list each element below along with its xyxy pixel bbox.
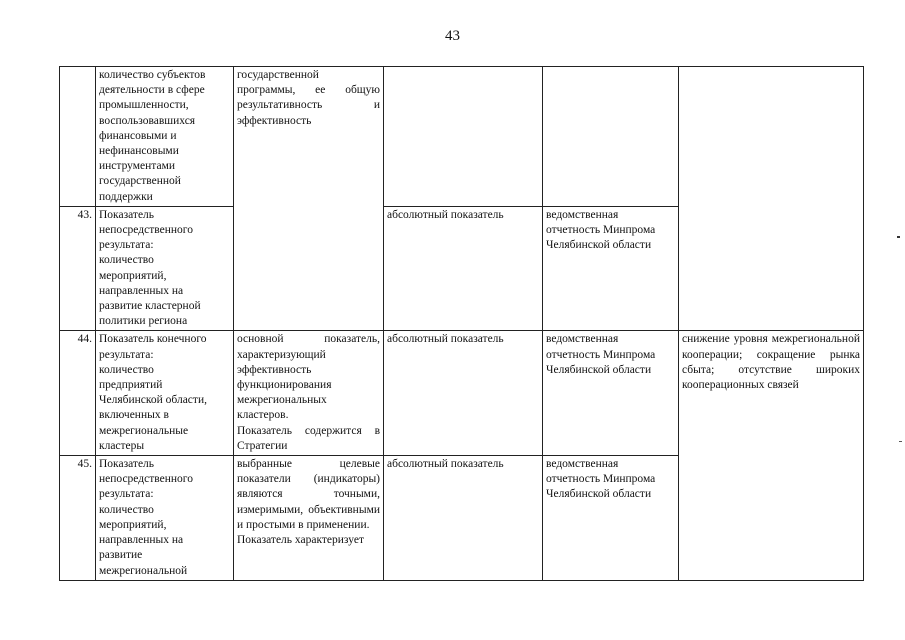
indicator-type bbox=[384, 67, 543, 207]
indicator-justification: выбранные целевые показатели (индикаторы) являются точными, измеримыми, объективными и простыми в применении. Показатель характеризует bbox=[234, 456, 384, 581]
indicator-justification: основной показатель, характеризующий эффективность функционирования межрегиональных кластеров. Показатель содержится в Стратегии bbox=[234, 331, 384, 456]
row-number: 43. bbox=[60, 206, 96, 331]
indicator-name: Показатель непосредственного результата: количество мероприятий, направленных на развитие межрегиональной bbox=[96, 456, 234, 581]
indicator-source: ведомственная отчетность Минпрома Челябинской области bbox=[543, 456, 679, 581]
page-number: 43 bbox=[445, 28, 460, 44]
row-number: 44. bbox=[60, 331, 96, 456]
scan-artifact bbox=[897, 236, 900, 238]
indicator-name: Показатель непосредственного результата: количество мероприятий, направленных на развитие кластерной политики региона bbox=[96, 206, 234, 331]
row-number: 45. bbox=[60, 456, 96, 581]
indicator-risks: снижение уровня межрегиональной кооперации; сокращение рынка сбыта; отсутствие широких кооперационных связей bbox=[679, 331, 864, 580]
indicator-risks bbox=[679, 67, 864, 331]
table-row bbox=[60, 331, 864, 456]
indicator-name: количество субъектов деятельности в сфере промышленности, воспользовавшихся финансовыми и нефинансовыми инструментами государственной поддержки bbox=[96, 67, 234, 207]
indicator-source bbox=[543, 67, 679, 207]
table-row bbox=[60, 67, 864, 207]
indicator-name: Показатель конечного результата: количество предприятий Челябинской области, включенных в межрегиональные кластеры bbox=[96, 331, 234, 456]
indicator-justification: государственной программы, ее общую результативность и эффективность bbox=[234, 67, 384, 331]
indicator-source: ведомственная отчетность Минпрома Челябинской области bbox=[543, 206, 679, 331]
scan-artifact bbox=[899, 441, 902, 442]
indicator-source: ведомственная отчетность Минпрома Челябинской области bbox=[543, 331, 679, 456]
indicator-type: абсолютный показатель bbox=[384, 331, 543, 456]
indicators-table bbox=[59, 66, 864, 581]
indicator-type: абсолютный показатель bbox=[384, 456, 543, 581]
indicator-type: абсолютный показатель bbox=[384, 206, 543, 331]
row-number bbox=[60, 67, 96, 207]
